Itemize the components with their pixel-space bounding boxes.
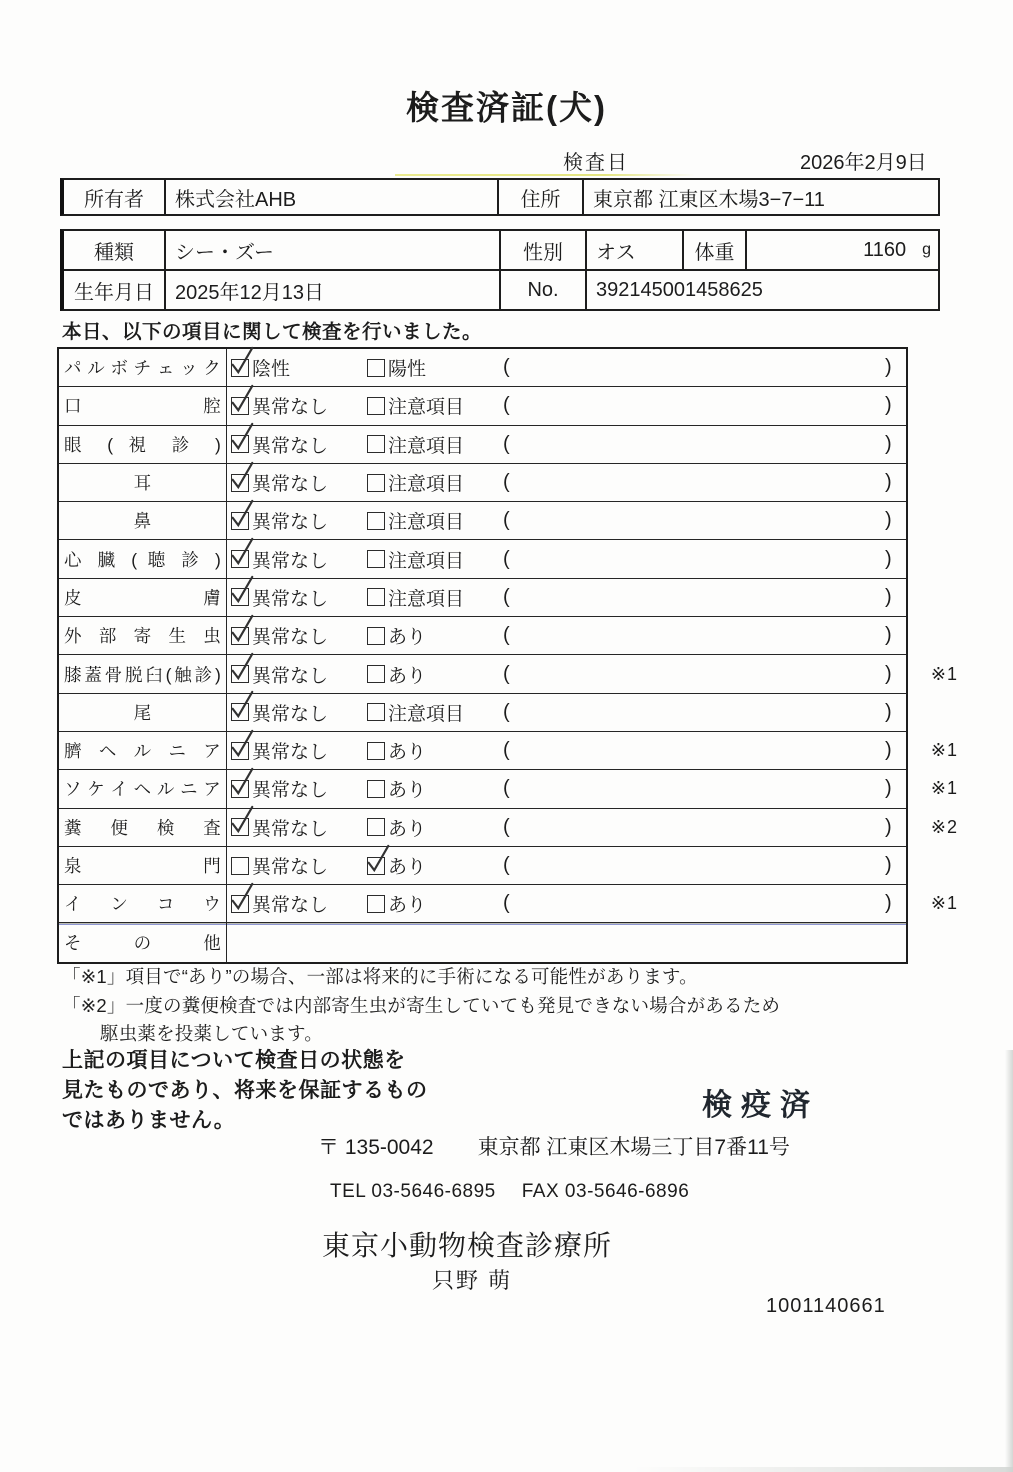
remark-paren-close: ) xyxy=(885,815,892,838)
option-label: 注意項目 xyxy=(388,703,465,725)
note-badge: ※1 xyxy=(930,778,958,799)
owner-value: 株式会社AHB xyxy=(164,180,497,214)
address-value: 東京都 江東区木場3−7−11 xyxy=(582,180,940,214)
checklist-item-label: 口 腔 xyxy=(64,396,221,417)
option-label: 注意項目 xyxy=(388,397,465,419)
weight-value: 1160 xyxy=(863,238,907,261)
checkbox-icon xyxy=(367,474,385,492)
remark-paren-open: ( xyxy=(503,471,510,494)
clinic-fax: FAX 03-5646-6896 xyxy=(521,1181,690,1202)
option-label: 注意項目 xyxy=(388,588,465,610)
option-1 xyxy=(231,502,328,539)
checklist-item-label: 膝蓋骨脱臼(触診) xyxy=(64,664,221,685)
check-mark-icon xyxy=(228,460,256,492)
option-1 xyxy=(231,847,328,884)
option-label: あり xyxy=(388,895,427,917)
option-2 xyxy=(367,655,426,692)
checklist-row xyxy=(59,847,906,885)
check-mark-icon xyxy=(228,536,256,568)
option-1 xyxy=(231,694,328,731)
checklist-item-label-cell xyxy=(59,464,227,501)
option-1 xyxy=(231,809,328,846)
check-mark-icon xyxy=(364,843,392,875)
option-1 xyxy=(231,732,328,769)
checkbox-icon xyxy=(231,703,249,721)
pet-table xyxy=(60,229,940,311)
checklist-item-label: 耳 xyxy=(133,473,152,494)
option-2 xyxy=(367,387,464,424)
checkbox-icon xyxy=(367,742,385,760)
remark-paren-close: ) xyxy=(885,662,892,685)
remark-paren-close: ) xyxy=(885,624,892,647)
option-2 xyxy=(367,770,426,807)
remark-paren-open: ( xyxy=(503,892,510,915)
option-2 xyxy=(367,464,464,501)
remark-paren-open: ( xyxy=(503,432,510,455)
footnote-2: 「※2」一度の糞便検査では内部寄生虫が寄生していても発見できない場合があるため xyxy=(62,994,781,1016)
page-title: 検査済証(犬) xyxy=(406,89,607,126)
option-1 xyxy=(231,617,328,654)
owner-label: 所有者 xyxy=(84,188,144,211)
remark-paren-open: ( xyxy=(503,585,510,608)
clinic-name: 東京小動物検査診療所 xyxy=(322,1230,613,1261)
option-label: あり xyxy=(388,780,427,802)
remark-paren-open: ( xyxy=(503,854,510,876)
option-label: 注意項目 xyxy=(388,474,465,496)
checklist-item-options xyxy=(227,464,906,501)
checklist-item-options xyxy=(227,579,906,616)
intro-text: 本日、以下の項目に関して検査を行いました。 xyxy=(62,321,483,343)
checkbox-icon xyxy=(367,895,385,913)
checkbox-icon xyxy=(231,435,249,453)
option-label: 異常なし xyxy=(252,703,329,725)
checklist-item-options xyxy=(227,809,906,846)
note-badge: ※1 xyxy=(930,663,958,684)
checklist-table xyxy=(57,347,958,964)
disclaimer-line-3: ではありません。 xyxy=(62,1109,236,1132)
remark-paren-close: ) xyxy=(885,547,892,570)
scan-artifact-edge xyxy=(1005,1050,1013,1472)
option-2 xyxy=(367,426,464,463)
option-1 xyxy=(231,770,328,807)
option-2 xyxy=(367,540,464,577)
option-label: 陽性 xyxy=(388,359,427,381)
veterinarian-name: 只野 萌 xyxy=(432,1268,513,1293)
check-mark-icon xyxy=(228,421,256,453)
checklist-item-label-cell xyxy=(59,426,227,463)
remark-paren-open: ( xyxy=(503,777,510,800)
option-2 xyxy=(367,694,464,731)
checklist-item-options xyxy=(227,540,906,577)
remark-paren-close: ) xyxy=(885,356,892,379)
option-label: 異常なし xyxy=(252,474,329,496)
checkbox-icon xyxy=(367,665,385,683)
remark-paren-close: ) xyxy=(885,777,892,800)
weight-unit: g xyxy=(922,241,931,258)
footnote-1: 「※1」項目で“あり”の場合、一部は将来的に手術になる可能性があります。 xyxy=(62,966,698,987)
scan-artifact-edge xyxy=(633,1467,1013,1472)
birthdate-value: 2025年12月13日 xyxy=(164,271,499,309)
option-label: あり xyxy=(388,742,427,764)
remark-paren-open: ( xyxy=(503,509,510,532)
checkbox-icon xyxy=(367,397,385,415)
quarantine-stamp: 検疫済 xyxy=(702,1089,819,1122)
owner-table xyxy=(60,178,940,216)
checkbox-icon xyxy=(367,359,385,377)
option-label: 注意項目 xyxy=(388,435,465,457)
remark-paren-close: ) xyxy=(885,394,892,417)
checklist-item-options xyxy=(227,349,906,386)
checkbox-icon xyxy=(231,818,249,836)
checklist-row xyxy=(59,502,906,540)
option-label: あり xyxy=(388,857,427,878)
option-label: 異常なし xyxy=(252,435,329,457)
checklist-row xyxy=(59,426,906,464)
checkbox-icon xyxy=(231,857,249,875)
checklist-row xyxy=(59,387,906,425)
remark-paren-open: ( xyxy=(503,700,510,723)
option-label: 異常なし xyxy=(252,588,329,610)
option-label: 異常なし xyxy=(252,818,329,840)
checklist-row xyxy=(59,655,958,693)
checkbox-icon xyxy=(367,627,385,645)
checklist-item-label: 外 部 寄 生 虫 xyxy=(64,626,221,647)
checklist-item-label: 心 臓 ( 聴 診 ) xyxy=(64,549,221,570)
check-mark-icon xyxy=(228,498,256,530)
remark-paren-open: ( xyxy=(503,815,510,838)
number-label: No. xyxy=(499,271,585,309)
footnote-2-cont: 駆虫薬を投薬しています。 xyxy=(100,1023,323,1044)
remark-paren-open: ( xyxy=(503,356,510,379)
checklist-item-label: パ ル ボ チ ェ ッ ク xyxy=(64,358,221,379)
checklist-item-options xyxy=(227,655,906,692)
checkbox-icon xyxy=(231,742,249,760)
option-label: あり xyxy=(388,665,427,687)
checkbox-icon xyxy=(367,703,385,721)
inspection-date-label: 検査日 xyxy=(563,152,629,174)
note-badge: ※1 xyxy=(930,740,958,761)
checklist-item-label: ソ ケ イ ヘ ル ニ ア xyxy=(64,779,221,800)
checklist-item-label: 臍 ヘ ル ニ ア xyxy=(64,741,221,762)
option-1 xyxy=(231,579,328,616)
checklist-item-label-cell xyxy=(59,579,227,616)
checklist-row xyxy=(59,464,906,502)
option-1 xyxy=(231,387,328,424)
option-label: あり xyxy=(388,818,427,840)
check-mark-icon xyxy=(228,689,256,721)
remark-paren-close: ) xyxy=(885,739,892,762)
checklist-item-label: 泉 門 xyxy=(64,856,221,876)
checklist-item-label: 糞 便 検 査 xyxy=(64,817,221,838)
option-label: 異常なし xyxy=(252,857,329,878)
checkbox-icon xyxy=(367,550,385,568)
option-label: 異常なし xyxy=(252,780,329,802)
remark-paren-close: ) xyxy=(885,700,892,723)
number-value: 392145001458625 xyxy=(585,271,940,309)
remark-paren-close: ) xyxy=(885,432,892,455)
remark-paren-close: ) xyxy=(885,585,892,608)
option-1 xyxy=(231,426,328,463)
option-1 xyxy=(231,349,290,386)
checklist-item-label-cell xyxy=(59,847,227,884)
remark-paren-open: ( xyxy=(503,394,510,417)
check-mark-icon xyxy=(228,804,256,836)
checklist-item-label-cell xyxy=(59,655,227,692)
check-mark-icon xyxy=(228,383,256,415)
checkbox-icon xyxy=(231,895,249,913)
checklist-item-options xyxy=(227,732,906,769)
checklist-item-label: イ ン コ ウ xyxy=(64,894,221,915)
disclaimer-line-2: 見たものであり、将来を保証するもの xyxy=(62,1079,428,1102)
checkbox-icon xyxy=(367,857,385,875)
option-1 xyxy=(231,655,328,692)
option-2 xyxy=(367,885,426,922)
checklist-row xyxy=(59,770,958,808)
checklist-row xyxy=(59,885,958,923)
birthdate-label: 生年月日 xyxy=(74,281,154,304)
option-label: 異常なし xyxy=(252,512,329,534)
option-2 xyxy=(367,617,426,654)
remark-paren-open: ( xyxy=(503,662,510,685)
option-2 xyxy=(367,579,464,616)
note-badge: ※1 xyxy=(930,893,958,914)
clinic-address: 東京都 江東区木場三丁目7番11号 xyxy=(477,1136,790,1159)
checklist-row xyxy=(59,923,906,961)
option-label: 注意項目 xyxy=(388,550,465,572)
option-2 xyxy=(367,732,426,769)
remark-paren-open: ( xyxy=(503,547,510,570)
address-label: 住所 xyxy=(497,180,582,214)
checklist-item-label-cell xyxy=(59,502,227,539)
weight-value-cell xyxy=(745,231,940,269)
checklist-item-options xyxy=(227,617,906,654)
checklist-row xyxy=(59,732,958,770)
option-label: 注意項目 xyxy=(388,512,465,534)
option-label: 異常なし xyxy=(252,550,329,572)
checklist-item-options xyxy=(227,502,906,539)
checklist-row xyxy=(59,617,906,655)
check-mark-icon xyxy=(228,613,256,645)
checklist-item-options xyxy=(227,847,906,884)
option-2 xyxy=(367,809,426,846)
sex-label: 性別 xyxy=(499,231,585,269)
option-2 xyxy=(367,349,426,386)
remark-paren-close: ) xyxy=(885,892,892,915)
checklist-item-label-cell xyxy=(59,732,227,769)
remark-paren-open: ( xyxy=(503,624,510,647)
checklist-item-label-cell xyxy=(59,809,227,846)
check-mark-icon xyxy=(228,574,256,606)
checklist-item-label: 尾 xyxy=(133,702,152,723)
checklist-item-options xyxy=(227,387,906,424)
checkbox-icon xyxy=(231,550,249,568)
checkbox-icon xyxy=(231,588,249,606)
type-value: シー・ズー xyxy=(164,231,499,269)
sex-value: オス xyxy=(585,231,682,269)
checklist-item-label-cell xyxy=(59,349,227,386)
option-1 xyxy=(231,464,328,501)
checklist-item-options xyxy=(227,770,906,807)
checklist-item-options xyxy=(227,923,906,961)
option-1 xyxy=(231,885,328,922)
weight-label: 体重 xyxy=(682,231,745,269)
serial-number: 1001140661 xyxy=(766,1295,886,1317)
check-mark-icon xyxy=(228,881,256,913)
clinic-phone-line xyxy=(330,1181,689,1203)
option-label: 異常なし xyxy=(252,742,329,764)
option-label: 異常なし xyxy=(252,665,329,687)
checklist-item-label-cell xyxy=(59,540,227,577)
checkbox-icon xyxy=(367,780,385,798)
checklist-item-label: そ の 他 xyxy=(64,933,221,954)
inspection-date-value: 2026年2月9日 xyxy=(800,152,927,174)
checklist-item-label-cell xyxy=(59,617,227,654)
checklist-item-label: 皮 膚 xyxy=(64,587,221,608)
check-mark-icon xyxy=(228,345,256,377)
remark-paren-open: ( xyxy=(503,739,510,762)
checklist-item-label-cell xyxy=(59,770,227,807)
checklist-item-label-cell xyxy=(59,923,227,961)
disclaimer-line-1: 上記の項目について検査日の状態を xyxy=(62,1049,406,1072)
scan-artifact-line xyxy=(395,174,695,176)
checklist-item-options xyxy=(227,426,906,463)
clinic-tel: TEL 03-5646-6895 xyxy=(330,1181,496,1202)
remark-paren-close: ) xyxy=(885,471,892,494)
checklist-row xyxy=(59,579,906,617)
checkbox-icon xyxy=(231,627,249,645)
option-label: 異常なし xyxy=(252,895,329,917)
checklist-item-options xyxy=(227,694,906,731)
check-mark-icon xyxy=(228,728,256,760)
disclaimer-text xyxy=(62,1046,428,1136)
option-label: 異常なし xyxy=(252,627,329,649)
checkbox-icon xyxy=(367,512,385,530)
checkbox-icon xyxy=(231,474,249,492)
type-label: 種類 xyxy=(94,241,134,264)
option-2 xyxy=(367,847,426,884)
checklist-item-label-cell xyxy=(59,387,227,424)
checklist-row xyxy=(59,809,958,847)
option-1 xyxy=(231,540,328,577)
option-label: 異常なし xyxy=(252,397,329,419)
postal-code: 〒 135-0042 xyxy=(318,1136,434,1159)
option-label: あり xyxy=(388,627,427,649)
remark-paren-close: ) xyxy=(885,854,892,876)
checklist-item-options xyxy=(227,885,906,922)
option-label: 陰性 xyxy=(252,359,291,381)
checklist-item-label-cell xyxy=(59,694,227,731)
checkbox-icon xyxy=(231,512,249,530)
clinic-address-line xyxy=(318,1131,790,1161)
note-badge: ※2 xyxy=(930,816,958,837)
checkbox-icon xyxy=(231,397,249,415)
checkbox-icon xyxy=(367,435,385,453)
inspection-date-row xyxy=(0,146,1013,172)
checklist-item-label: 眼 ( 視 診 ) xyxy=(64,434,221,455)
checklist-row xyxy=(59,540,906,578)
checkbox-icon xyxy=(367,818,385,836)
checklist-item-label-cell xyxy=(59,885,227,922)
checkbox-icon xyxy=(231,359,249,377)
checkbox-icon xyxy=(231,780,249,798)
check-mark-icon xyxy=(228,766,256,798)
checklist-row xyxy=(59,694,906,732)
check-mark-icon xyxy=(228,651,256,683)
remark-paren-close: ) xyxy=(885,509,892,532)
checkbox-icon xyxy=(367,588,385,606)
checklist-row xyxy=(59,349,906,387)
footnotes xyxy=(62,963,780,1049)
checklist-item-label: 鼻 xyxy=(133,511,152,532)
checkbox-icon xyxy=(231,665,249,683)
option-2 xyxy=(367,502,464,539)
